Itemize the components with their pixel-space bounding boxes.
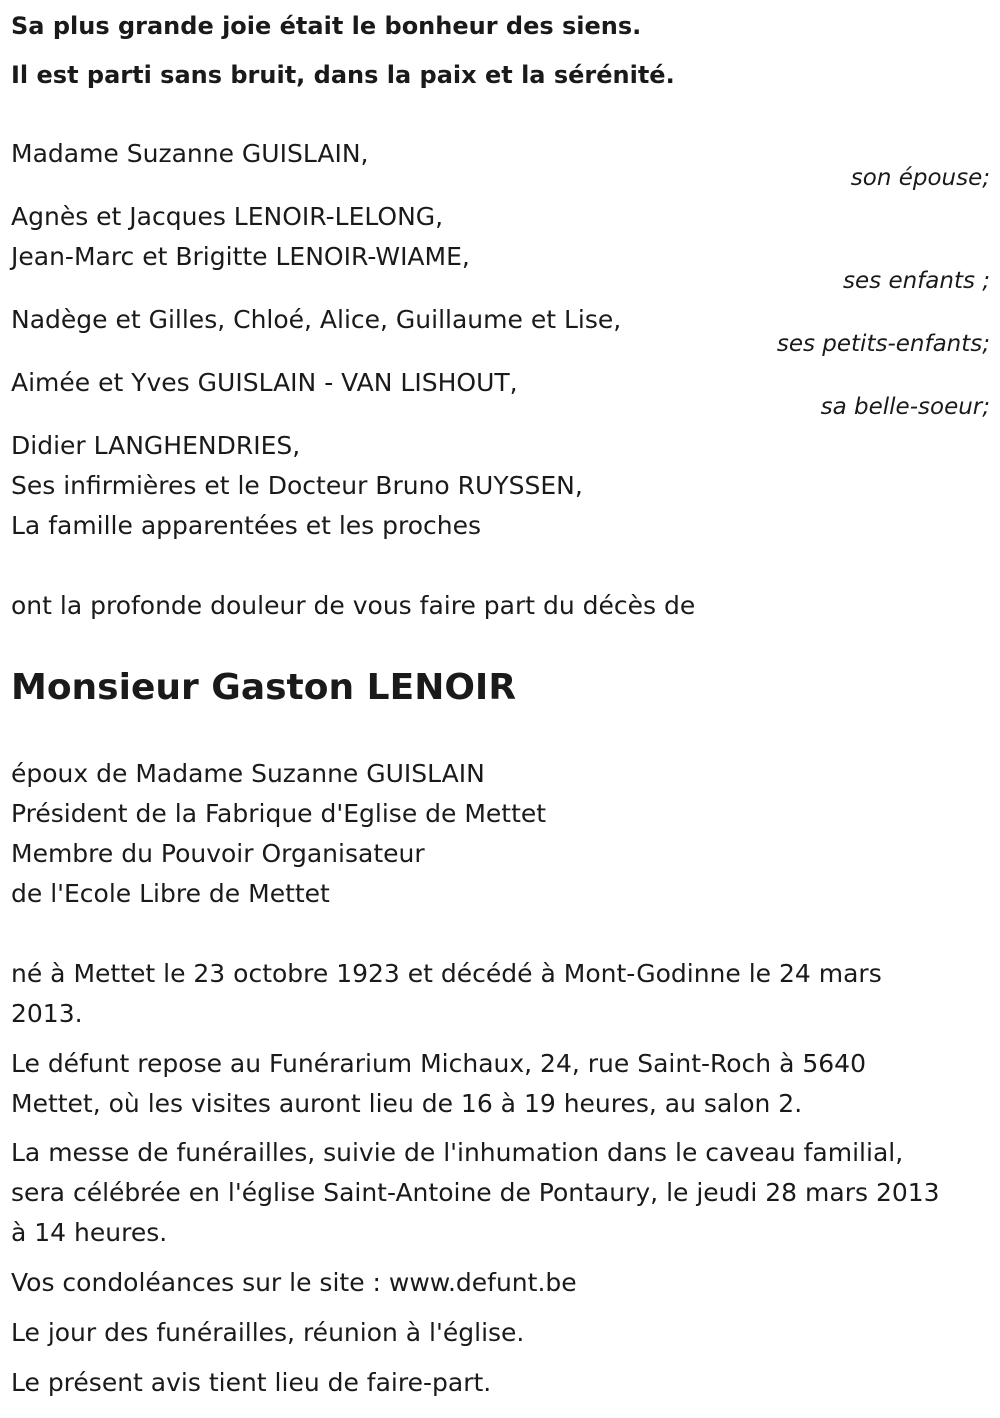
mass-line-2: sera célébrée en l'église Saint-Antoine de Pontaury, le jeudi 28 mars 2013 bbox=[11, 1178, 940, 1207]
spouse-name: Madame Suzanne GUISLAIN, bbox=[11, 139, 369, 168]
child-1: Agnès et Jacques LENOIR-LELONG, bbox=[11, 202, 444, 231]
other-relative-2: Ses infirmières et le Docteur Bruno RUYSSEN, bbox=[11, 471, 583, 500]
mass-line-3: à 14 heures. bbox=[11, 1218, 168, 1247]
grandchildren: Nadège et Gilles, Chloé, Alice, Guillaume et Lise, bbox=[11, 305, 622, 334]
deceased-title-3: Membre du Pouvoir Organisateur bbox=[11, 839, 425, 868]
deceased-title-4: de l'Ecole Libre de Mettet bbox=[11, 879, 330, 908]
deceased-name: Monsieur Gaston LENOIR bbox=[11, 667, 517, 708]
other-relative-1: Didier LANGHENDRIES, bbox=[11, 431, 301, 460]
condolences-line: Vos condoléances sur le site : www.defunt.be bbox=[11, 1268, 577, 1297]
grandchildren-role: ses petits-enfants; bbox=[776, 331, 990, 357]
mass-line-1: La messe de funérailles, suivie de l'inhumation dans le caveau familial, bbox=[11, 1138, 904, 1167]
notice-line: Le présent avis tient lieu de faire-part. bbox=[11, 1368, 492, 1397]
spouse-role: son épouse; bbox=[850, 165, 990, 191]
children-role: ses enfants ; bbox=[843, 268, 990, 294]
motto-line-2: Il est parti sans bruit, dans la paix et la sérénité. bbox=[11, 61, 675, 89]
rest-line-1: Le défunt repose au Funérarium Michaux, 24, rue Saint-Roch à 5640 bbox=[11, 1049, 866, 1078]
rest-line-2: Mettet, où les visites auront lieu de 16 à 19 heures, au salon 2. bbox=[11, 1089, 803, 1118]
deceased-title-1: époux de Madame Suzanne GUISLAIN bbox=[11, 759, 485, 788]
sister-in-law-role: sa belle-soeur; bbox=[820, 394, 990, 420]
motto-line-1: Sa plus grande joie était le bonheur des siens. bbox=[11, 12, 642, 40]
sister-in-law: Aimée et Yves GUISLAIN - VAN LISHOUT, bbox=[11, 368, 518, 397]
reunion-line: Le jour des funérailles, réunion à l'église. bbox=[11, 1318, 525, 1347]
announcement: ont la profonde douleur de vous faire part du décès de bbox=[11, 591, 696, 620]
birth-death-line-2: 2013. bbox=[11, 999, 83, 1028]
other-relative-3: La famille apparentées et les proches bbox=[11, 511, 482, 540]
birth-death-line-1: né à Mettet le 23 octobre 1923 et décédé à Mont-Godinne le 24 mars bbox=[11, 959, 882, 988]
child-2: Jean-Marc et Brigitte LENOIR-WIAME, bbox=[11, 242, 470, 271]
deceased-title-2: Président de la Fabrique d'Eglise de Mettet bbox=[11, 799, 547, 828]
